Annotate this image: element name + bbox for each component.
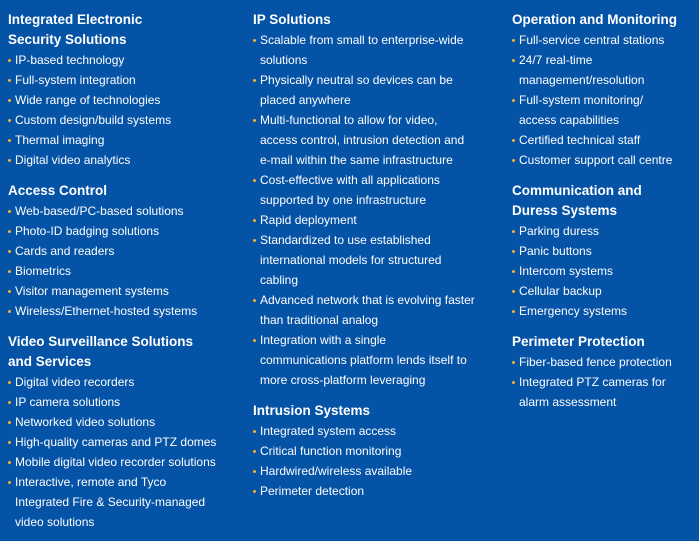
list-item — [512, 50, 697, 90]
bullet-icon — [512, 290, 515, 293]
bullet-icon — [512, 250, 515, 253]
list-item-line: placed anywhere — [260, 93, 351, 107]
item-list — [8, 50, 244, 170]
list-item-line: Full-service central stations — [519, 33, 665, 47]
list-item-line: Networked video solutions — [15, 415, 156, 429]
list-item — [8, 301, 244, 321]
list-item-line: 24/7 real-time — [519, 53, 593, 67]
list-item-line: Digital video analytics — [15, 153, 131, 167]
list-item-line: Customer support call centre — [519, 153, 673, 167]
column-1 — [8, 10, 244, 532]
section-title-line: Communication and — [512, 183, 642, 198]
list-item — [253, 441, 503, 461]
section-title — [253, 10, 503, 30]
list-item — [253, 70, 503, 110]
list-item-line: solutions — [260, 53, 308, 67]
list-item — [512, 221, 697, 241]
bullet-icon — [253, 179, 256, 182]
list-item-line: Wireless/Ethernet-hosted systems — [15, 304, 198, 318]
bullet-icon — [512, 99, 515, 102]
list-item — [512, 241, 697, 261]
list-item-line: IP camera solutions — [15, 395, 121, 409]
list-item — [8, 261, 244, 281]
section — [8, 181, 244, 321]
section — [253, 10, 503, 390]
list-item — [253, 230, 503, 290]
bullet-icon — [8, 481, 11, 484]
section-title — [512, 181, 697, 221]
list-item-line: management/resolution — [519, 73, 645, 87]
list-item-line: e-mail within the same infrastructure — [260, 153, 453, 167]
list-item — [8, 412, 244, 432]
list-item-line: Cost-effective with all applications — [260, 173, 440, 187]
list-item — [8, 221, 244, 241]
bullet-icon — [8, 270, 11, 273]
list-item — [8, 432, 244, 452]
list-item — [512, 150, 697, 170]
section-title — [8, 181, 244, 201]
list-item — [8, 150, 244, 170]
bullet-icon — [253, 79, 256, 82]
list-item — [512, 130, 697, 150]
bullet-icon — [8, 381, 11, 384]
list-item — [253, 30, 503, 70]
section-title-line: and Services — [8, 354, 92, 369]
section — [8, 10, 244, 170]
list-item-line: Photo-ID badging solutions — [15, 224, 160, 238]
list-item-line: more cross-platform leveraging — [260, 373, 426, 387]
list-item-line: Advanced network that is evolving faster — [260, 293, 475, 307]
list-item — [8, 472, 244, 532]
bullet-icon — [253, 450, 256, 453]
bullet-icon — [253, 470, 256, 473]
list-item — [8, 281, 244, 301]
bullet-icon — [512, 310, 515, 313]
list-item-line: Integration with a single — [260, 333, 387, 347]
list-item — [8, 130, 244, 150]
section-title-line: Duress Systems — [512, 203, 618, 218]
bullet-icon — [8, 441, 11, 444]
section-title — [512, 332, 697, 352]
bullet-icon — [512, 361, 515, 364]
list-item-line: Critical function monitoring — [260, 444, 402, 458]
bullet-icon — [8, 421, 11, 424]
list-item-line: Full-system integration — [15, 73, 136, 87]
item-list — [8, 201, 244, 321]
list-item-line: video solutions — [15, 515, 95, 529]
list-item-line: Integrated system access — [260, 424, 397, 438]
bullet-icon — [512, 381, 515, 384]
list-item-line: supported by one infrastructure — [260, 193, 427, 207]
list-item — [512, 30, 697, 50]
list-item-line: IP-based technology — [15, 53, 125, 67]
list-item — [253, 461, 503, 481]
section-title — [8, 332, 244, 372]
list-item-line: Visitor management systems — [15, 284, 169, 298]
list-item — [253, 481, 503, 501]
list-item — [253, 110, 503, 170]
list-item-line: Digital video recorders — [15, 375, 135, 389]
list-item — [8, 90, 244, 110]
item-list — [253, 30, 503, 390]
list-item-line: Wide range of technologies — [15, 93, 161, 107]
section-title — [512, 10, 697, 30]
column-3 — [512, 10, 697, 412]
bullet-icon — [8, 79, 11, 82]
list-item-line: Thermal imaging — [15, 133, 105, 147]
list-item-line: Hardwired/wireless available — [260, 464, 413, 478]
item-list — [253, 421, 503, 501]
list-item — [512, 352, 697, 372]
bullet-icon — [8, 401, 11, 404]
list-item — [253, 170, 503, 210]
list-item-line: Perimeter detection — [260, 484, 365, 498]
section-title-line: Video Surveillance Solutions — [8, 334, 194, 349]
list-item — [253, 290, 503, 330]
bullet-icon — [8, 461, 11, 464]
list-item-line: Custom design/build systems — [15, 113, 172, 127]
list-item-line: Fiber-based fence protection — [519, 355, 672, 369]
list-item — [512, 90, 697, 130]
list-item-line: alarm assessment — [519, 395, 617, 409]
section-title-line: IP Solutions — [253, 12, 331, 27]
bullet-icon — [8, 290, 11, 293]
list-item-line: Multi-functional to allow for video, — [260, 113, 438, 127]
list-item-line: Cards and readers — [15, 244, 115, 258]
list-item-line: international models for structured — [260, 253, 442, 267]
bullet-icon — [253, 39, 256, 42]
list-item — [8, 372, 244, 392]
list-item — [8, 392, 244, 412]
bullet-icon — [8, 59, 11, 62]
list-item-line: than traditional analog — [260, 313, 379, 327]
list-item-line: Physically neutral so devices can be — [260, 73, 453, 87]
list-item — [253, 210, 503, 230]
list-item-line: Interactive, remote and Tyco — [15, 475, 167, 489]
section-title-line: Integrated Electronic — [8, 12, 143, 27]
item-list — [512, 352, 697, 412]
section-title-line: Security Solutions — [8, 32, 127, 47]
bullet-icon — [253, 339, 256, 342]
section — [253, 401, 503, 501]
list-item-line: Parking duress — [519, 224, 600, 238]
list-item-line: Integrated PTZ cameras for — [519, 375, 666, 389]
list-item-line: Standardized to use established — [260, 233, 431, 247]
bullet-icon — [512, 270, 515, 273]
list-item — [8, 201, 244, 221]
bullet-icon — [253, 219, 256, 222]
section — [512, 181, 697, 321]
column-2 — [253, 10, 503, 501]
section — [512, 10, 697, 170]
bullet-icon — [8, 210, 11, 213]
section-title-line: Intrusion Systems — [253, 403, 371, 418]
bullet-icon — [8, 250, 11, 253]
bullet-icon — [512, 39, 515, 42]
section-title-line: Perimeter Protection — [512, 334, 645, 349]
bullet-icon — [253, 490, 256, 493]
list-item — [512, 301, 697, 321]
list-item-line: Panic buttons — [519, 244, 592, 258]
bullet-icon — [253, 299, 256, 302]
bullet-icon — [8, 230, 11, 233]
list-item-line: Scalable from small to enterprise-wide — [260, 33, 464, 47]
list-item-line: Web-based/PC-based solutions — [15, 204, 184, 218]
list-item-line: Emergency systems — [519, 304, 628, 318]
section — [8, 332, 244, 532]
list-item-line: Cellular backup — [519, 284, 602, 298]
list-item-line: Full-system monitoring/ — [519, 93, 644, 107]
bullet-icon — [8, 99, 11, 102]
list-item-line: Integrated Fire & Security-managed — [15, 495, 206, 509]
list-item — [512, 261, 697, 281]
list-item — [512, 281, 697, 301]
bullet-icon — [512, 159, 515, 162]
list-item — [253, 330, 503, 390]
list-item — [512, 372, 697, 412]
item-list — [512, 30, 697, 170]
bullet-icon — [512, 230, 515, 233]
section-title-line: Operation and Monitoring — [512, 12, 677, 27]
list-item — [8, 70, 244, 90]
list-item — [8, 110, 244, 130]
bullet-icon — [253, 430, 256, 433]
list-item-line: Mobile digital video recorder solutions — [15, 455, 216, 469]
item-list — [512, 221, 697, 321]
list-item-line: Biometrics — [15, 264, 72, 278]
list-item-line: High-quality cameras and PTZ domes — [15, 435, 217, 449]
bullet-icon — [8, 159, 11, 162]
list-item-line: Certified technical staff — [519, 133, 641, 147]
bullet-icon — [8, 139, 11, 142]
bullet-icon — [512, 59, 515, 62]
list-item-line: access capabilities — [519, 113, 620, 127]
list-item-line: communications platform lends itself to — [260, 353, 467, 367]
section-title — [8, 10, 244, 50]
list-item-line: cabling — [260, 273, 299, 287]
bullet-icon — [253, 239, 256, 242]
section — [512, 332, 697, 412]
list-item — [8, 452, 244, 472]
list-item-line: access control, intrusion detection and — [260, 133, 465, 147]
list-item — [253, 421, 503, 441]
bullet-icon — [8, 310, 11, 313]
bullet-icon — [253, 119, 256, 122]
bullet-icon — [512, 139, 515, 142]
section-title-line: Access Control — [8, 183, 108, 198]
item-list — [8, 372, 244, 532]
list-item — [8, 50, 244, 70]
list-item — [8, 241, 244, 261]
list-item-line: Intercom systems — [519, 264, 614, 278]
bullet-icon — [8, 119, 11, 122]
list-item-line: Rapid deployment — [260, 213, 357, 227]
section-title — [253, 401, 503, 421]
